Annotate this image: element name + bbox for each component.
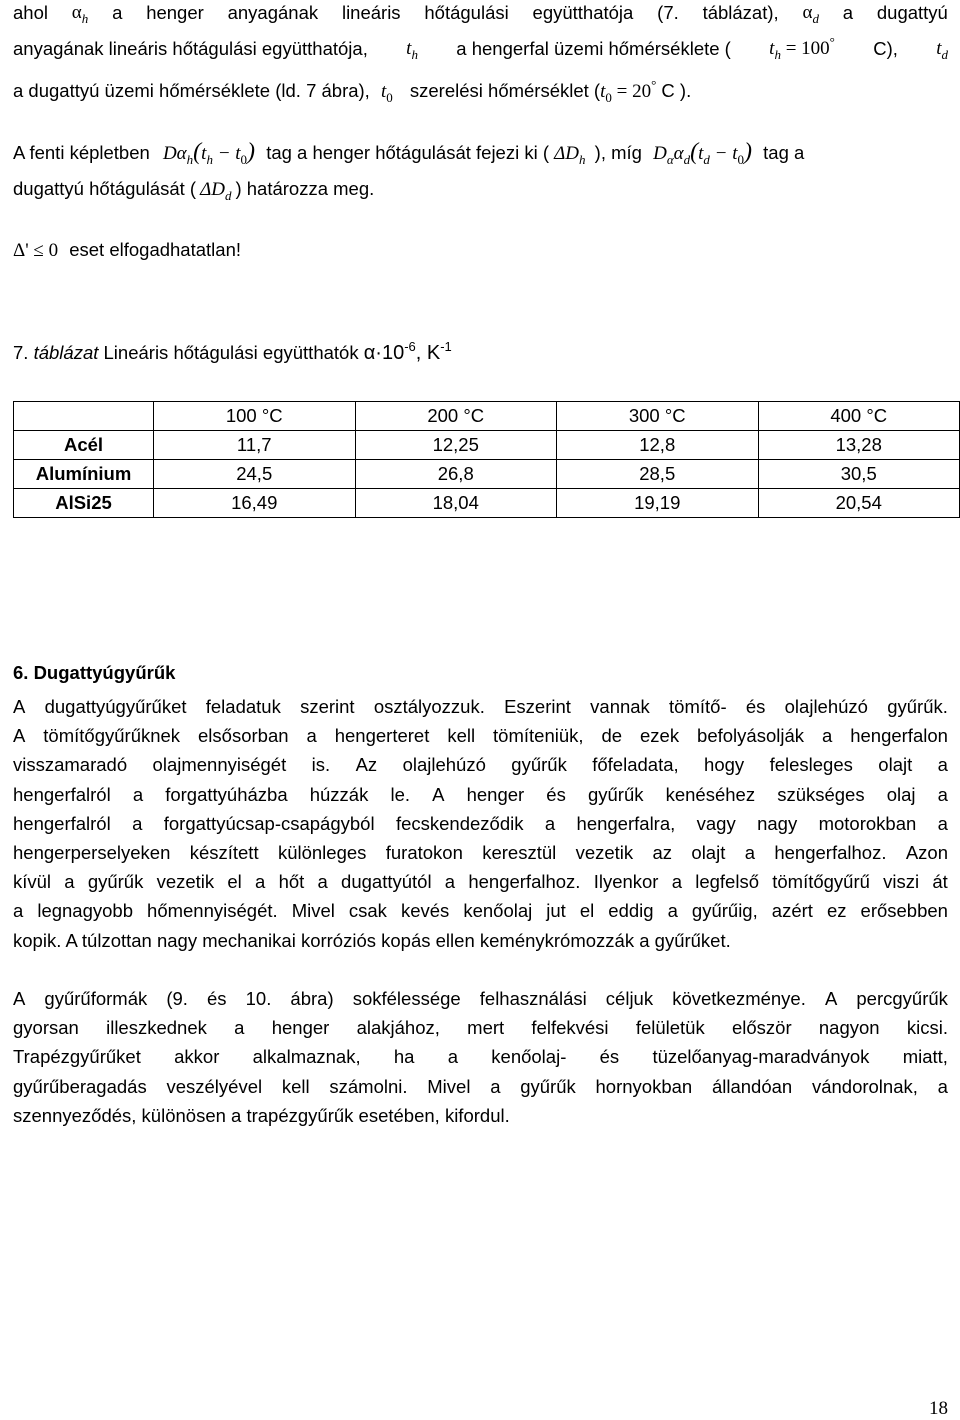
table-caption: 7. táblázat Lineáris hőtágulási együtthatók $\alpha\cdot 10^{-6}$, $K^{-1}$	[13, 339, 452, 364]
word: A	[13, 725, 26, 747]
word: a	[842, 2, 854, 23]
math-t0: $t_0$	[380, 81, 393, 105]
word: akkor	[174, 1046, 220, 1068]
intro-line-3: a dugattyú üzemi hőmérséklete (ld. 7 ábra), $t_0$ szerelési hőmérséklet ($t_0 = 20^\circ$ C ).	[13, 77, 692, 105]
math-t0-eq: $t_0 = 20^\circ$	[600, 77, 657, 105]
word: táblázat),	[702, 2, 779, 23]
word: sokfélessége	[352, 988, 461, 1009]
word: először	[731, 1017, 792, 1039]
condition-expression: Δ' ≤ 0	[13, 240, 59, 261]
word: a	[671, 871, 682, 893]
page-number: 18	[929, 1398, 948, 1419]
word: fecskendeződik	[395, 812, 524, 834]
math-th: $t_h$	[406, 38, 418, 62]
table-cell: 13,28	[758, 431, 960, 460]
word: és	[546, 783, 566, 805]
word: állandóan	[711, 1075, 793, 1097]
word: elsősorban	[198, 725, 289, 747]
paragraph-last-line: kopik. A túlzottan nagy mechanikai korróziós kopás ellen keménykrómozzák a gyűrűket.	[13, 929, 731, 951]
word: Mivel	[427, 1075, 471, 1097]
word: de	[601, 725, 623, 747]
word: a	[937, 783, 948, 805]
word: alkalmaznak,	[252, 1046, 361, 1068]
word: gyorsan	[13, 1017, 79, 1039]
word: 10.	[245, 988, 272, 1009]
word: olajlehúzó	[402, 754, 486, 776]
word: mert	[467, 1017, 505, 1039]
word: gyűrűformák	[44, 988, 148, 1009]
word: át	[932, 871, 948, 893]
word: a	[490, 1075, 501, 1097]
paragraph-line	[13, 1072, 948, 1101]
word: a	[132, 783, 144, 805]
table-header-cell: 100 °C	[154, 402, 356, 431]
math-alpha: $\alpha_d$	[802, 2, 819, 26]
word: a	[112, 2, 123, 23]
section-heading: 6. Dugattyúgyűrűk	[13, 662, 176, 683]
word: lineáris	[341, 2, 401, 23]
paragraph-line	[13, 838, 948, 867]
formula-delta-dh: $\Delta D_h$	[554, 143, 586, 167]
word: tömíteniük,	[493, 725, 584, 747]
word: tömítőgyűrűknek	[43, 725, 181, 747]
word: hengerfalon	[850, 725, 948, 747]
intro-line-1	[13, 0, 948, 26]
math-td: $t_d$	[936, 38, 948, 62]
word: kell	[281, 1075, 310, 1097]
word: Azon	[905, 841, 948, 863]
row-label: AlSi25	[14, 489, 154, 518]
table-cell: 24,5	[154, 460, 356, 489]
word: miatt,	[902, 1046, 948, 1068]
word: főfeladata,	[592, 754, 679, 776]
word: dugattyúgyűrűket	[44, 696, 187, 717]
word: forgattyúcsap-csapágyból	[163, 812, 375, 834]
table-cell: 30,5	[758, 460, 960, 489]
word: hengerteret	[334, 725, 430, 747]
intro-text: anyagának lineáris hőtágulási együtthatója,	[13, 38, 368, 59]
math-alpha: $\alpha_h$	[71, 2, 89, 26]
word: forgattyúházba	[165, 783, 288, 805]
word: el	[579, 900, 595, 922]
word: vannak	[590, 696, 650, 717]
word: céljuk	[605, 988, 654, 1009]
word: a	[937, 754, 948, 776]
word: tüzelőanyag-maradványok	[652, 1046, 870, 1068]
word: olajmennyiségét	[152, 754, 287, 776]
word: felfekvési	[531, 1017, 609, 1039]
word: hőtágulási	[424, 2, 509, 23]
word: A	[13, 696, 26, 717]
word: ábra)	[290, 988, 334, 1009]
word: furatokon	[385, 841, 463, 863]
word: gyűrűk.	[887, 696, 948, 717]
table-header-cell	[14, 402, 154, 431]
word: Az	[355, 754, 378, 776]
word: gyűrűk	[511, 754, 567, 776]
word: henger	[271, 1017, 330, 1039]
expansion-coefficient-table	[13, 401, 960, 518]
word: hengerperselyeken	[13, 841, 171, 863]
word: csak	[348, 900, 387, 922]
paragraph-last-line: szennyeződés, különösen a trapézgyűrűk esetében, kifordul.	[13, 1104, 510, 1126]
word: a	[64, 871, 75, 893]
table-cell: 28,5	[557, 460, 759, 489]
word: tömítőgyűrű	[772, 871, 870, 893]
word: hengerfalról	[13, 783, 111, 805]
formula-cylinder-term: $D\alpha_h(t_h - t_0)$	[162, 139, 256, 167]
word: kenőolaj-	[491, 1046, 567, 1068]
word: olaj	[886, 783, 916, 805]
paragraph-line	[13, 1013, 948, 1042]
word: gyűrűig,	[691, 900, 758, 922]
word: dugattyú	[876, 2, 948, 23]
word: henger	[146, 2, 204, 23]
word: a	[937, 812, 948, 834]
word: ez	[826, 900, 847, 922]
word: osztályozzuk.	[373, 696, 485, 717]
word: feladatuk	[205, 696, 281, 717]
word: a	[821, 725, 833, 747]
table-cell: 26,8	[355, 460, 557, 489]
intro-text: a hengerfal üzemi hőmérséklete (	[456, 38, 731, 59]
paragraph-line	[13, 721, 948, 750]
formula-piston-term: $D_\alpha\alpha_d(t_d - t_0)$	[653, 139, 753, 167]
word: hőmennyiségét.	[147, 900, 278, 922]
word: húzzák	[309, 783, 369, 805]
paragraph-ring-forms	[13, 984, 948, 1130]
word: vándorolnak,	[811, 1075, 918, 1097]
word: (7.	[657, 2, 679, 23]
word: A	[13, 988, 26, 1009]
word: vagy	[696, 812, 736, 834]
table-header-cell: 300 °C	[557, 402, 759, 431]
word: szükséges	[777, 783, 865, 805]
word: Trapézgyűrűket	[13, 1046, 141, 1068]
word: viszi	[883, 871, 920, 893]
word: kell	[447, 725, 476, 747]
formula-line-1: A fenti képletben $D\alpha_h(t_h - t_0)$ tag a henger hőtágulását fejezi ki ( $\Delta D_h$ ), míg $D_\alpha\alpha_d(t_d - t_0)$ tag a	[13, 139, 805, 167]
word: dugattyútól	[341, 871, 432, 893]
math-th-eq: $t_h = 100^\circ$	[769, 34, 835, 62]
word: gyűrűk	[587, 783, 644, 805]
paragraph-line	[13, 750, 948, 779]
word: olajt	[691, 841, 726, 863]
word: együtthatója	[532, 2, 634, 23]
word: a	[317, 871, 328, 893]
word: a	[234, 1017, 245, 1039]
paragraph-line	[13, 1042, 948, 1071]
word: hőt	[278, 871, 305, 893]
word: felesleges	[769, 754, 853, 776]
word: henger	[466, 783, 525, 805]
word: olajt	[878, 754, 913, 776]
word: Ilyenkor	[593, 871, 659, 893]
paragraph-line	[13, 692, 948, 721]
word: vezetik	[575, 841, 634, 863]
table-cell: 12,25	[355, 431, 557, 460]
word: és	[207, 988, 227, 1009]
word: percgyűrűk	[856, 988, 948, 1009]
word: a	[13, 900, 24, 922]
word: kívül	[13, 871, 52, 893]
word: az	[652, 841, 673, 863]
word: hengerfalról	[13, 812, 111, 834]
intro-line-2	[13, 36, 948, 62]
table-cell: 12,8	[557, 431, 759, 460]
word: különleges	[277, 841, 367, 863]
word: visszamaradó	[13, 754, 128, 776]
word: nagy	[757, 812, 798, 834]
word: is.	[311, 754, 331, 776]
word: gyűrűk	[520, 1075, 576, 1097]
word: kenéséhez	[665, 783, 756, 805]
word: alakjához,	[356, 1017, 440, 1039]
word: és	[599, 1046, 620, 1068]
word: hengerfalhoz.	[468, 871, 581, 893]
word: kevés	[400, 900, 450, 922]
table-cell: 11,7	[154, 431, 356, 460]
word: A	[824, 988, 838, 1009]
word: és	[745, 696, 766, 717]
word: Eszerint	[504, 696, 571, 717]
word: a	[937, 1075, 948, 1097]
word: tömítő-	[669, 696, 727, 717]
table-header-cell: 200 °C	[355, 402, 557, 431]
word: olajlehúzó	[784, 696, 868, 717]
intro-text: C),	[873, 38, 898, 59]
condition-line: Δ' ≤ 0 eset elfogadhatatlan!	[13, 239, 241, 261]
word: a	[444, 871, 456, 893]
formula-delta-dd: $\Delta D_d$	[200, 179, 232, 203]
table-header-row	[14, 402, 960, 431]
word: legfelső	[695, 871, 759, 893]
word: felhasználási	[479, 988, 587, 1009]
paragraph-line	[13, 780, 948, 809]
word: következménye.	[672, 988, 806, 1009]
table-cell: 19,19	[557, 489, 759, 518]
word: kicsi.	[906, 1017, 948, 1039]
word: készített	[189, 841, 259, 863]
word: Mivel	[291, 900, 335, 922]
word: a	[255, 871, 266, 893]
word: kenőolaj	[463, 900, 533, 922]
word: hengerfalra,	[576, 812, 676, 834]
paragraph-line	[13, 896, 948, 925]
word: (9.	[166, 988, 188, 1009]
word: a	[667, 900, 678, 922]
word: befolyásolják	[697, 725, 804, 747]
paragraph-rings	[13, 692, 948, 955]
word: a	[306, 725, 317, 747]
word: keresztül	[482, 841, 557, 863]
paragraph-line	[13, 809, 948, 838]
word: hogy	[704, 754, 745, 776]
table-cell: 18,04	[355, 489, 557, 518]
word: felületük	[635, 1017, 705, 1039]
table-cell: 16,49	[154, 489, 356, 518]
word: a	[132, 812, 143, 834]
word: gyűrűberagadás	[13, 1075, 147, 1097]
table-row	[14, 460, 960, 489]
word: motorokban	[818, 812, 917, 834]
word: el	[227, 871, 242, 893]
table-row	[14, 431, 960, 460]
word: a	[744, 841, 755, 863]
word: ezek	[640, 725, 680, 747]
row-label: Acél	[14, 431, 154, 460]
table-header-cell: 400 °C	[758, 402, 960, 431]
word: ahol	[13, 2, 48, 23]
word: veszélyével	[166, 1075, 263, 1097]
word: ha	[393, 1046, 415, 1068]
word: le.	[390, 783, 411, 805]
word: legnagyobb	[37, 900, 133, 922]
word: illeszkednek	[106, 1017, 207, 1039]
word: erősebben	[860, 900, 948, 922]
word: anyagának	[227, 2, 319, 23]
word: azért	[771, 900, 813, 922]
word: nagyon	[818, 1017, 880, 1039]
paragraph-line	[13, 867, 948, 896]
word: számolni.	[329, 1075, 408, 1097]
paragraph-line	[13, 984, 948, 1013]
formula-line-2: dugattyú hőtágulását ( $\Delta D_d$ ) határozza meg.	[13, 178, 375, 203]
word: A	[432, 783, 445, 805]
row-label: Alumínium	[14, 460, 154, 489]
word: a	[447, 1046, 459, 1068]
word: hornyokban	[595, 1075, 693, 1097]
word: eddig	[608, 900, 654, 922]
word: a	[544, 812, 556, 834]
word: jut	[546, 900, 566, 922]
word: vezetik	[156, 871, 215, 893]
table-row	[14, 489, 960, 518]
word: gyűrűk	[87, 871, 144, 893]
word: hengerfalhoz.	[774, 841, 887, 863]
word: szerint	[300, 696, 355, 717]
table-cell: 20,54	[758, 489, 960, 518]
